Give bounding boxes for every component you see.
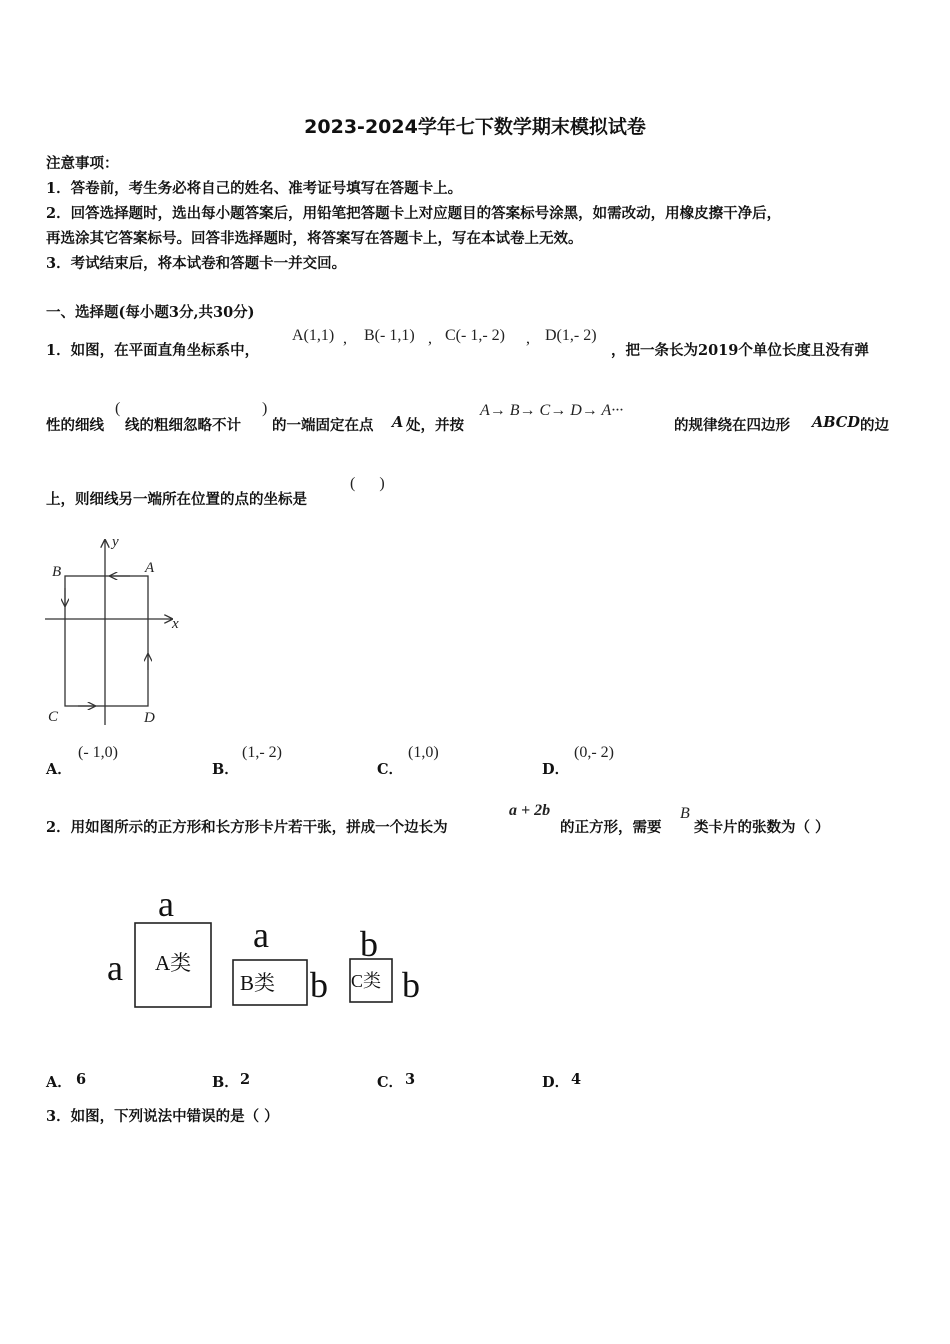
q1-quad: ABCD [812, 414, 860, 431]
q1-text-2c: 的一端固定在点 [272, 417, 374, 434]
q1-point-d: D(1,- 2) [545, 327, 597, 344]
card-b-right-label: b [310, 965, 328, 1005]
card-c-top-label: b [360, 924, 378, 964]
q1-text-1: ，把一条长为2019个单位长度且没有弹 [611, 342, 869, 359]
q1-point-a: A(1,1) [292, 327, 335, 344]
q1-text-2e: 的规律绕在四边形 [674, 417, 790, 434]
q1-paren-open: ( [115, 400, 121, 417]
q1-option-c-value: (1,0) [408, 744, 439, 761]
card-c-right-label: b [402, 965, 420, 1005]
q1-point-c: C(- 1,- 2) [445, 327, 505, 344]
label-d: D [144, 710, 155, 726]
q1-option-a-value: (- 1,0) [78, 744, 118, 761]
q2-text-3: 类卡片的张数为（ ） [694, 819, 830, 836]
q2-option-c-label: C． [377, 1074, 404, 1091]
q1-option-d-label: D． [542, 761, 570, 778]
q2-option-a-value: 6 [76, 1071, 87, 1088]
q1-text-2f: 的边 [860, 417, 889, 434]
q2-option-d-label: D． [542, 1074, 570, 1091]
q1-option-d-value: (0,- 2) [574, 744, 614, 761]
notice-heading: 注意事项： [46, 155, 119, 172]
quadrilateral-abcd [65, 576, 148, 706]
card-a-left-label: a [107, 948, 123, 988]
notice-item-1: 1．答卷前，考生务必将自己的姓名、准考证号填写在答题卡上。 [46, 180, 463, 197]
q3-text: 3．如图，下列说法中错误的是（ ） [46, 1108, 279, 1125]
page-title: 2023-2024学年七下数学期末模拟试卷 [304, 116, 646, 138]
q1-path: A→ B→ C→ D→ A··· [480, 402, 624, 419]
q1-sep-3: , [526, 330, 530, 347]
q1-option-b-value: (1,- 2) [242, 744, 282, 761]
label-x: x [172, 616, 179, 632]
q2-cards-figure [100, 880, 440, 1020]
card-b-top-label: a [253, 915, 269, 955]
card-a-top-label: a [158, 884, 174, 924]
label-a: A [145, 560, 155, 576]
q1-sep-2: , [428, 330, 432, 347]
section-heading: 一、选择题(每小题3分,共30分) [46, 304, 255, 321]
label-c: C [48, 709, 59, 725]
q2-option-b-label: B． [212, 1074, 239, 1091]
q1-point-letter: A [392, 414, 404, 431]
q1-option-a-label: A． [46, 761, 72, 778]
card-a-name: A类 [155, 951, 192, 975]
q1-text-3: 上，则细线另一端所在位置的点的坐标是 [46, 491, 307, 508]
q1-sep-1: , [343, 330, 347, 347]
card-b-name: B类 [240, 971, 276, 995]
q1-option-c-label: C． [377, 761, 404, 778]
q2-option-b-value: 2 [240, 1071, 251, 1088]
q1-text-2d: 处，并按 [406, 417, 464, 434]
q2-expr: a + 2b [509, 802, 551, 819]
q2-option-c-value: 3 [405, 1071, 416, 1088]
q1-text-2b: 线的粗细忽略不计 [125, 417, 241, 434]
notice-item-2-line-2: 再选涂其它答案标号。回答非选择题时，将答案写在答题卡上，写在本试卷上无效。 [46, 230, 583, 247]
q1-point-b: B(- 1,1) [364, 327, 415, 344]
q2-text-2: 的正方形，需要 [560, 819, 662, 836]
q2-card: B [680, 805, 690, 822]
q2-option-a-label: A． [46, 1074, 72, 1091]
q1-coordinate-figure [40, 530, 190, 730]
q1-blank: ( ) [350, 475, 385, 492]
q1-prefix: 1．如图，在平面直角坐标系中， [46, 342, 260, 359]
q1-option-b-label: B． [212, 761, 239, 778]
q2-text-1: 2．用如图所示的正方形和长方形卡片若干张，拼成一个边长为 [46, 819, 448, 836]
notice-item-2-line-1: 2．回答选择题时，选出每小题答案后，用铅笔把答题卡上对应题目的答案标号涂黑，如需改动，用橡皮擦干净后， [46, 205, 782, 222]
q1-text-2a: 性的细线 [46, 417, 104, 434]
notice-item-3: 3．考试结束后，将本试卷和答题卡一并交回。 [46, 255, 347, 272]
q2-option-d-value: 4 [571, 1071, 582, 1088]
label-y: y [112, 534, 119, 550]
card-c-name: C类 [351, 971, 382, 991]
q1-paren-close: ) [262, 400, 268, 417]
label-b: B [52, 564, 62, 580]
